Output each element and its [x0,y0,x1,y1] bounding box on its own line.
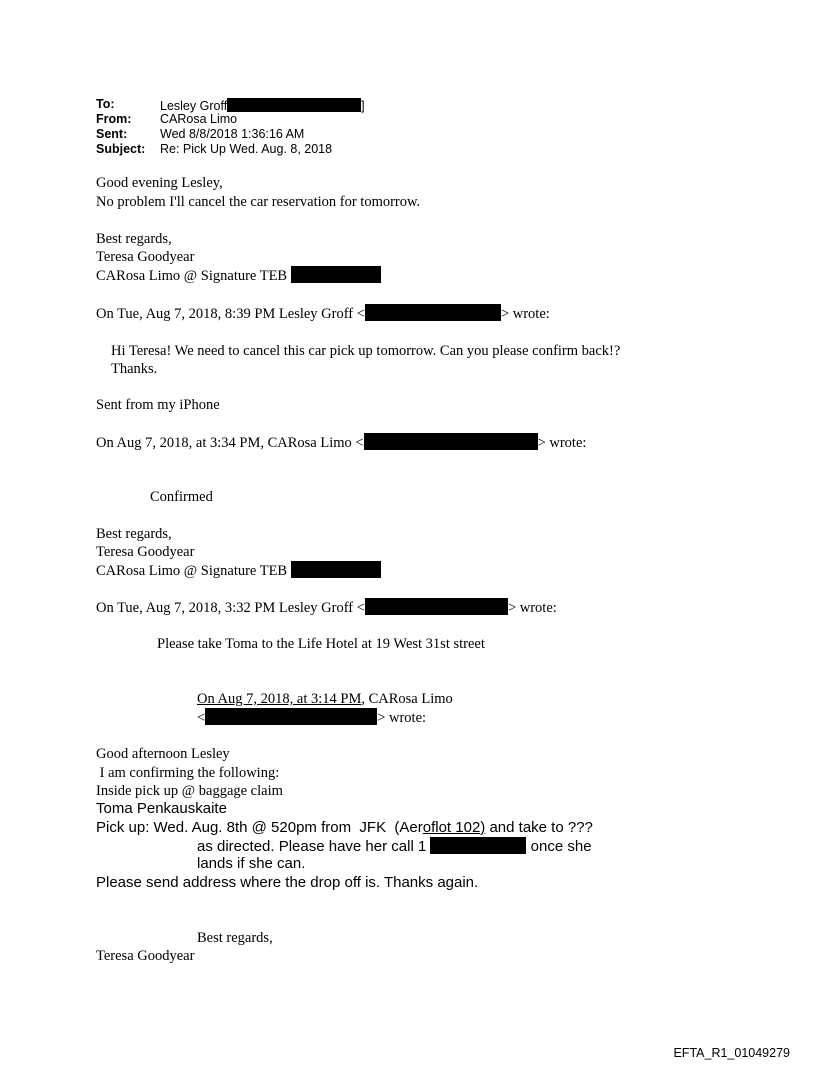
quote-line: Hi Teresa! We need to cancel this car pick up tomorrow. Can you please confirm back!? [111,343,621,359]
header-sent [96,128,496,140]
redaction-box [291,561,381,578]
pickup-directed: as directed. Please have her call 1 once she [197,838,592,855]
header-to: To: Lesley Groff ] [96,97,365,113]
redaction-box [365,304,501,321]
reply-body: No problem I'll cancel the car reservation for tomorrow. [96,194,421,210]
redaction-box [205,708,377,725]
sig-name: Teresa Goodyear [96,948,195,964]
quote-intro: On Aug 7, 2018, at 3:34 PM, CARosa Limo < > wrote: [96,435,587,451]
to-label: To: [96,97,115,111]
from-label: From: [96,112,132,126]
sig-company: CARosa Limo @ Signature TEB [96,561,381,580]
from-value: CARosa Limo [160,112,238,126]
redaction-box [430,837,526,854]
pickup-location: Inside pick up @ baggage claim [96,783,283,799]
quote-line: Thanks. [111,361,158,377]
sig-regards: Best regards, [197,930,273,946]
redaction-box [365,598,508,615]
subject-value: Re: Pick Up Wed. Aug. 8, 2018 [160,142,333,156]
passenger-name: Toma Penkauskaite [96,800,227,817]
sig-name: Teresa Goodyear [96,249,195,265]
header-from [96,113,496,125]
redaction-box [227,98,361,112]
pickup-details: Pick up: Wed. Aug. 8th @ 520pm from JFK (Aeroflot 102) and take to ??? [96,819,593,836]
send-address-request: Please send address where the drop off is. Thanks again. [96,874,479,891]
sent-from-iphone: Sent from my iPhone [96,397,220,413]
quote-intro: On Tue, Aug 7, 2018, 3:32 PM Lesley Groff < > wrote: [96,600,557,616]
header-subject [96,143,496,155]
quote-intro: On Tue, Aug 7, 2018, 8:39 PM Lesley Groff < > wrote: [96,306,550,322]
subject-label: Subject: [96,142,146,156]
sig-name: Teresa Goodyear [96,544,195,560]
pickup-lands: lands if she can. [197,855,306,872]
quote-body: Confirmed [150,489,213,505]
quote-intro-address: < > wrote: [197,710,427,726]
reply-greeting: Good evening Lesley, [96,175,223,191]
quote-body: Please take Toma to the Life Hotel at 19 West 31st street [157,636,485,652]
sig-regards: Best regards, [96,526,172,542]
quote-intro: On Aug 7, 2018, at 3:14 PM, CARosa Limo [197,691,453,707]
sent-label: Sent: [96,127,128,141]
redaction-box [364,433,538,450]
redaction-box [291,266,381,283]
quote-confirming: I am confirming the following: [96,765,280,781]
sig-regards: Best regards, [96,231,172,247]
document-id: EFTA_R1_01049279 [673,1046,790,1060]
sig-company: CARosa Limo @ Signature TEB [96,266,381,285]
to-value: Lesley Groff [160,99,228,113]
quote-greeting: Good afternoon Lesley [96,746,230,762]
sent-value: Wed 8/8/2018 1:36:16 AM [160,127,305,141]
